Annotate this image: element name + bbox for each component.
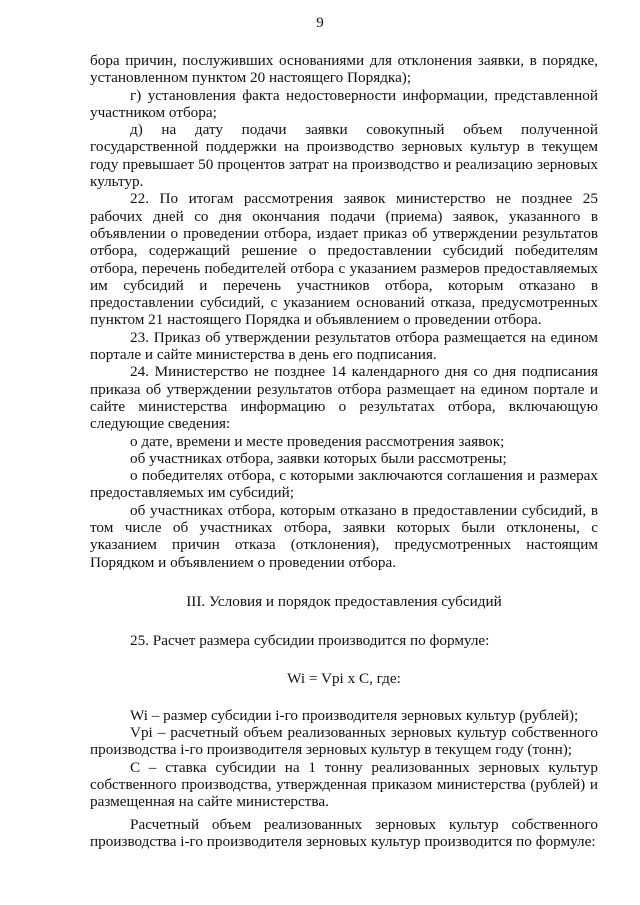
- formula: Wi = Vpi x C, где:: [287, 669, 401, 687]
- page-number: 9: [316, 15, 324, 31]
- definition-c: С – ставка субсидии на 1 тонну реализованных зерновых культур собственного производства, утвержденная приказом министерства (рублей) и размещенная на сайте министерства.: [90, 758, 598, 811]
- paragraph-24: 24. Министерство не позднее 14 календарного дня со дня подписания приказа об утверждении результатов отбора размещает на едином портале и сайте министерства информацию о результатах отбора, включающую следующие сведения:: [90, 363, 598, 433]
- paragraph-closing: Расчетный объем реализованных зерновых культур собственного производства i-го производителя зерновых культур производится по формуле:: [90, 815, 598, 850]
- paragraph-22: 22. По итогам рассмотрения заявок министерство не позднее 25 рабочих дней со дня окончания подачи (приема) заявок, указанного в объявлении о проведении отбора, издает приказ об утверждении результатов отбора, содержащий решение о предоставлении субсидий победителям отбора, перечень победителей отбора с указанием размеров предоставляемых им субсидий и перечень участников отбора, которым отказано в предоставлении субсидий, с указанием оснований отказа, предусмотренных пунктом 21 настоящего Порядка и объявлением о проведении отбора.: [90, 190, 598, 329]
- list-item-refused: об участниках отбора, которым отказано в предоставлении субсидий, в том числе об участниках отбора, заявки которых были отклонены, с указанием причин отказа (отклонения), предусмотренных настоящим Порядком и объявлением о проведении отбора.: [90, 501, 598, 571]
- definition-vpi: Vpi – расчетный объем реализованных зерновых культур собственного производства i-го производителя зерновых культур в текущем году (тонн);: [90, 724, 598, 759]
- paragraph-continuation: бора причин, послуживших основаниями для отклонения заявки, в порядке, установленном пунктом 20 настоящего Порядка);: [90, 52, 598, 87]
- list-item-date: о дате, времени и месте проведения рассмотрения заявок;: [130, 432, 505, 450]
- list-item-winners: о победителях отбора, с которыми заключаются соглашения и размерах предоставляемых им субсидий;: [90, 467, 598, 502]
- definition-wi: Wi – размер субсидии i-го производителя зерновых культур (рублей);: [130, 706, 579, 724]
- paragraph-25: 25. Расчет размера субсидии производится по формуле:: [130, 632, 490, 650]
- paragraph-item-d: д) на дату подачи заявки совокупный объем полученной государственной поддержки на производство зерновых культур в текущем году превышает 50 процентов затрат на производство и реализацию зерновых культур.: [90, 121, 598, 191]
- section-heading: III. Условия и порядок предоставления субсидий: [186, 592, 502, 610]
- list-item-reviewed: об участниках отбора, заявки которых были рассмотрены;: [130, 449, 507, 467]
- paragraph-item-g: г) установления факта недостоверности информации, представленной участником отбора;: [90, 86, 598, 121]
- paragraph-23: 23. Приказ об утверждении результатов отбора размещается на едином портале и сайте министерства в день его подписания.: [90, 328, 598, 364]
- document-body: [90, 52, 598, 850]
